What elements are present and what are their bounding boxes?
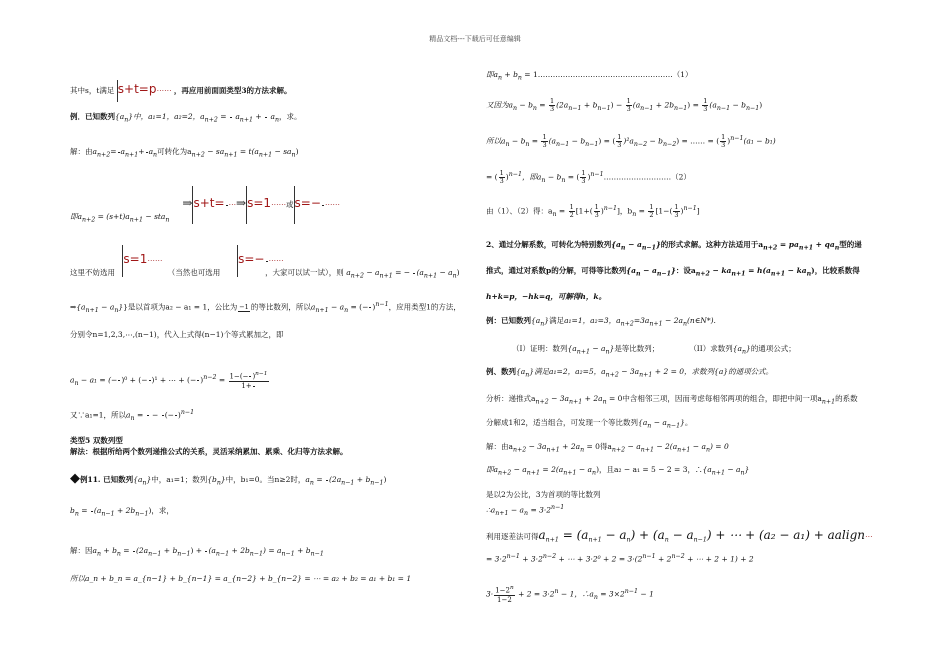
left-line-9: 分别令n=1,2,3,⋯,(n−1)，代入上式得(n−1)个等式累加之，即 bbox=[70, 330, 284, 339]
left-line-1: 其中s，t满足 s+t=p⋯⋯ ，再应用前面面类型3的方法求解。 bbox=[70, 80, 292, 102]
left-line-2: 例．已知数列$\{a_n\}$中，a₁=1，a₂=2，$a_{n+2}$ = $a_{n+1}$ + $a_n$，求。 bbox=[70, 112, 302, 124]
right-line-14: 解：由$a_{n+2} - 3a_{n+1} + 2a_n = 0$得$a_{n+2} - a_{n+1} - 2(a_{n+1} - a_n) = 0$ bbox=[486, 442, 729, 454]
left-line-7: 这里不妨选用 （当然也可选用 ，大家可以试一试），则 $a_{n+2} - a_{n+1}$ = − $(a_{n+1} - a_n)$ bbox=[70, 268, 460, 280]
right-line-16: 是以2为公比，3为首项的等比数列 bbox=[486, 490, 601, 499]
left-line-5: 即$a_{n+2} = (s+t)a_{n+1} - sta_n$ bbox=[70, 212, 170, 224]
right-line-9: 例：已知数列$\{a_n\}$满足a₁=1，a₂=3，$a_{n+2}=3a_{n+1}$ − $2a_n(n\in N*)$. bbox=[486, 316, 716, 328]
right-line-20: 3· $\frac{1-2^n}{1-2}$ + $2 = 3\cdot 2^n - 1$，$\therefore a_n = 3\times 2^{n-1} - 1$ bbox=[486, 585, 654, 605]
right-line-4: = ( $\frac{1}{3}$ )$^{n-1}$，即$a_n - b_n$ = ( $\frac{1}{3}$ )$^{n-1}$………………………（2） bbox=[486, 169, 691, 185]
left-line-17: 所以a_n + b_n = a_{n−1} + b_{n−1} = a_{n−2} + b_{n−2} = ⋯ = a₂ + b₂ = a₁ + b₁ = 1 bbox=[70, 574, 412, 583]
right-line-15: 即$a_{n+2} - a_{n+1} = 2(a_{n+1} - a_n)$，且a₂ − a₁ = 5 − 2 = 3，$\therefore\{a_{n+1} - a_n\}$ bbox=[486, 465, 750, 477]
left-line-8: $\Rightarrow\{a_{n+1} - a_n\}$}是以首项为a₂ − a₁ = 1，公比为 −1 的等比数列，所以$a_{n+1} - a_n$ = (− )$^{n-1}$，应用类型1的方法， bbox=[70, 301, 461, 314]
page-header: 精品文档---下载后可任意编辑 bbox=[429, 35, 521, 43]
right-line-8: h+k=p，−hk=q，可解得h，k。 bbox=[486, 292, 607, 301]
left-line-11: 又∵a₁=1，所以$a_n$ = − (− )$^{n-1}$ bbox=[70, 409, 195, 422]
right-column bbox=[486, 0, 916, 672]
left-line-6: s=1⋯⋯ s=− ⋯⋯ bbox=[70, 245, 284, 277]
right-line-11: 例、数列$\{a_n\}$满足a₁=2，a₂=5，$a_{n+2} - 3a_{n+1} + 2 = 0$，求数列{a}的通项公式。 bbox=[486, 367, 774, 379]
left-line-4: ⇒s+t= ⋯⇒s=1⋯⋯或s=− ⋯⋯ bbox=[70, 186, 340, 224]
right-line-5: 由（1）、（2）得：$a_n$ = $\frac{1}{2}$ [1+( $\frac{1}{3}$ )$^{n-1}$]，$b_n$ = $\frac{1}{2}$ [1−( $\frac{1}{3}$ )$^{n-1}$] bbox=[486, 203, 700, 219]
right-line-18: 利用逐差法可得$a_{n+1} = (a_{n+1} - a_n) + (a_n - a_{n-1})$ + ⋯ + (a₂ − a₁) + aalign⋯ bbox=[486, 528, 873, 544]
right-line-10: （I）证明：数列$\{a_{n+1} - a_n\}$是等比数列； （II）求数列$\{a_n\}$的通项公式； bbox=[512, 344, 796, 356]
section-title-type5: 类型5 双数列型 bbox=[70, 436, 123, 445]
left-line-16: 解：因$a_n + b_n$ = $(2a_{n-1} + b_{n-1})$ + $(a_{n-1} + 2b_{n-1}) = a_{n-1} + b_{n-1}$ bbox=[70, 546, 324, 558]
right-line-7: 推式，通过对系数p的分解，可得等比数列$\{a_n - a_{n-1}\}$：设$a_{n+2} - ka_{n+1} = h(a_{n+1} - ka_n)$，比较系数得 bbox=[486, 266, 860, 278]
right-line-19: = $3\cdot 2^{n-1} + 3\cdot 2^{n-2}$ + ⋯ + $3\cdot 2^0 + 2 = 3\cdot(2^{n-1} + 2^{n-2}$ + ⋯ + 2 + 1) + 2 bbox=[486, 553, 754, 564]
left-line-15: $b_n$ = $(a_{n-1} + 2b_{n-1})$，求， bbox=[70, 506, 174, 518]
right-line-17: $\therefore a_{n+1} - a_n = 3\cdot 2^{n-1}$ bbox=[486, 504, 565, 517]
right-line-12: 分析：递推式$a_{n+2} - 3a_{n+1} + 2a_n = 0$中含相邻三项，因而考虑每相邻两项的组合，即把中间一项$a_{n+1}$的系数 bbox=[486, 394, 858, 406]
left-line-14: ◆例11. 已知数列$\{a_n\}$中，a₁=1；数列$\{b_n\}$中，b₁=0。当n≥2时，$a_n$ = $(2a_{n-1} + b_{n-1})$ bbox=[70, 471, 387, 487]
left-line-10: $a_n - a_1$ = (− )⁰ + (− )¹ + ⋯ + (− )$^{n-2}$ = 1−(− )$^{n-1}$ 1+ bbox=[70, 371, 268, 391]
right-line-1: 即$a_n + b_n$ = 1………………………………………………（1） bbox=[486, 70, 693, 82]
method-description: 解法：根据所给两个数列递推公式的关系，灵活采纳累加、累乘、化归等方法求解。 bbox=[70, 447, 348, 456]
diamond-icon: ◆ bbox=[70, 471, 80, 486]
right-line-3: 所以$a_n - b_n$ = $\frac{1}{3}$ $(a_{n-1} - b_{n-1})$ = ( $\frac{1}{3}$ )$^2a_{n-2} - b_{n-2}$) = …… = ( $\frac{1}{3}$ )$^{n-1}$(a₁ − b₁) bbox=[486, 133, 776, 149]
left-line-3: 解：由$a_{n+2}=$ $a_{n+1}+$ $a_n$可转化为$a_{n+2} - sa_{n+1} = t(a_{n+1} - sa_n)$ bbox=[70, 147, 299, 159]
right-line-13: 分解成1和2，适当组合，可发现一个等比数列$\{a_n - a_{n-1}\}$。 bbox=[486, 418, 693, 430]
right-line-6: 2、通过分解系数，可转化为特别数列$\{a_n - a_{n-1}\}$的形式求解。这种方法适用于$a_{n+2} = pa_{n+1} + qa_n$型的递 bbox=[486, 240, 862, 252]
right-line-2: 又因为$a_n - b_n$ = $\frac{1}{3}$ $(2a_{n-1} + b_{n-1})$ − $\frac{1}{3}$ $(a_{n-1} + 2b_{n-1})$ = $\frac{1}{3}$ $(a_{n-1} - b_{n-1})$ bbox=[486, 97, 763, 113]
left-column bbox=[70, 0, 500, 672]
